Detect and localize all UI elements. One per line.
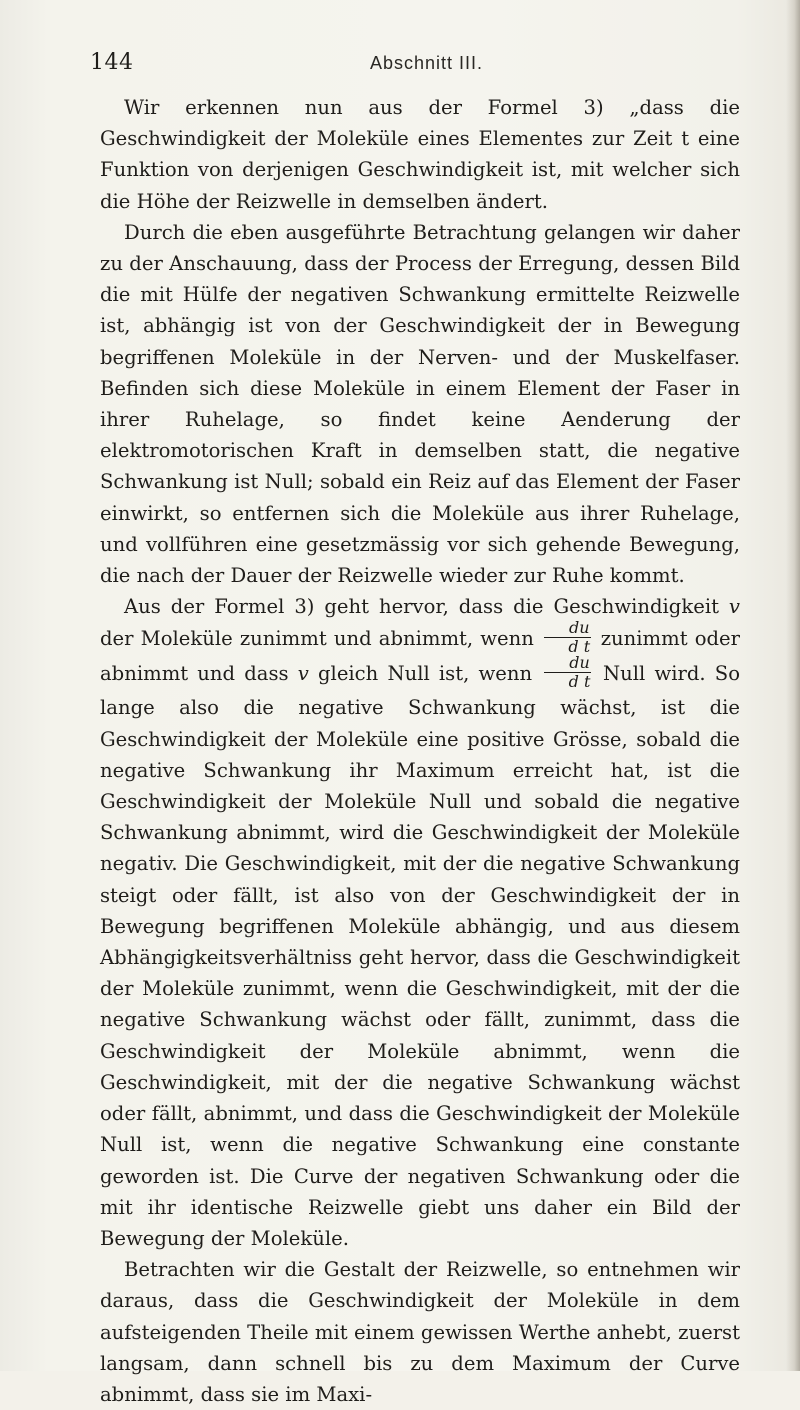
paragraph-4: Betrachten wir die Gestalt der Reizwelle, so entnehmen wir daraus, dass die Geschwindigkeit der Moleküle in dem aufsteigenden Theile mit einem gewissen Werthe anhebt, zuerst langsam, dann schnell bis zu dem Maximum der Curve abnimmt, dass sie im Maxi- (100, 1258, 740, 1406)
p3-text-c: zunimmt oder abnimmt und dass (100, 627, 740, 686)
page-edge-shadow (786, 0, 800, 1371)
fraction-denominator: d t (568, 637, 591, 657)
paragraph-2: Durch die eben ausgeführte Betrachtung gelangen wir daher zu der Anschauung, dass der Process der Erregung, dessen Bild die mit Hülfe der negativen Schwankung ermittelte Reizwelle ist, abhängig ist von der Geschwindigkeit der in Bewegung begriffenen Moleküle in der Nerven- und der Muskelfaser. Befinden sich diese Moleküle in einem Element der Faser in ihrer Ruhelage, so findet keine Aenderung der elektromotorischen Kraft in demselben statt, die negative Schwankung ist Null; sobald ein Reiz auf das Element der Faser einwirkt, so entfernen sich die Moleküle aus ihrer Ruhelage, und vollführen eine gesetzmässig vor sich gehende Bewegung, die nach der Dauer der Reizwelle wieder zur Ruhe kommt. (100, 220, 740, 588)
paragraph-1: Wir erkennen nun aus der Formel 3) „dass die Geschwindigkeit der Moleküle eines Elementes zur Zeit t eine Funktion von derjenigen Geschwindigkeit ist, mit welcher sich die Höhe der Reizwelle in demselben ändert. (100, 96, 740, 213)
fraction-denominator-2: d t (568, 672, 591, 692)
running-head: Abschnitt III. (370, 53, 484, 73)
p3-text-b: der Moleküle zunimmt und abnimmt, wenn (100, 627, 534, 651)
fraction-numerator: du (544, 620, 591, 638)
p3-text-d: gleich Null ist, wenn (318, 662, 533, 686)
page-number: 144 (90, 50, 134, 75)
fraction-numerator-2: du (544, 655, 591, 673)
p3-text-a: Aus der Formel 3) geht hervor, dass die Geschwindigkeit (124, 595, 719, 619)
page-body (100, 92, 740, 1410)
derivative-fraction-2 (544, 655, 591, 690)
paragraph-3 (100, 591, 740, 1254)
page-header (90, 50, 730, 80)
p3-text-e: Null wird. So lange also die negative Schwankung wächst, ist die Geschwindigkeit der Moleküle eine positive Grösse, sobald die negative Schwankung ihr Maximum erreicht hat, ist die Geschwindigkeit der Moleküle Null und sobald die negative Schwankung abnimmt, wird die Geschwindigkeit der Moleküle negativ. Die Geschwindigkeit, mit der die negative Schwankung steigt oder fällt, ist also von der Geschwindigkeit der in Bewegung begriffenen Moleküle abhängig, und aus diesem Abhängigkeitsverhältniss geht hervor, dass die Geschwindigkeit der Moleküle zunimmt, wenn die Geschwindigkeit, mit der die negative Schwankung wächst oder fällt, zunimmt, dass die Geschwindigkeit der Moleküle abnimmt, wenn die Geschwindigkeit, mit der die negative Schwankung wächst oder fällt, abnimmt, und dass die Geschwindigkeit der Moleküle Null ist, wenn die negative Schwankung eine constante geworden ist. Die Curve der negativen Schwankung oder die mit ihr identische Reizwelle giebt uns daher ein Bild der Bewegung der Moleküle. (100, 662, 741, 1250)
derivative-fraction-1 (544, 620, 591, 655)
velocity-symbol: v (728, 595, 740, 619)
velocity-symbol-2: v (297, 662, 309, 686)
